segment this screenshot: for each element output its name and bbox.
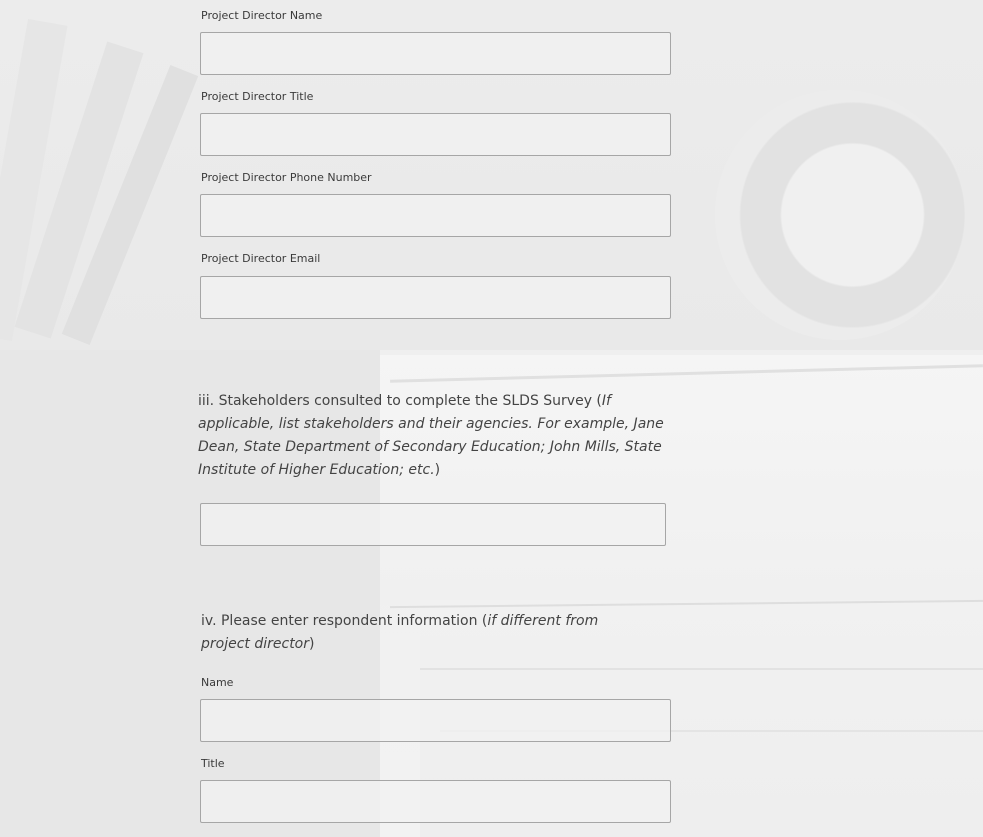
director-title-label: Project Director Title xyxy=(201,90,314,103)
director-title-input[interactable] xyxy=(200,113,671,156)
respondent-name-input[interactable] xyxy=(200,699,671,742)
respondent-title-label: Title xyxy=(201,757,225,770)
respondent-title-input[interactable] xyxy=(200,780,671,823)
question-iii-italic: If applicable, list stakeholders and their agencies. For example, Jane Dean, State Department of Secondary Education; John Mills, State Institute of Higher Education; etc. xyxy=(198,393,664,478)
question-iv-text xyxy=(201,610,651,656)
director-email-label: Project Director Email xyxy=(201,252,321,265)
director-phone-label: Project Director Phone Number xyxy=(201,171,372,184)
director-name-input[interactable] xyxy=(200,32,671,75)
question-iii-prefix: iii. Stakeholders consulted to complete the SLDS Survey ( xyxy=(198,393,602,409)
director-phone-input[interactable] xyxy=(200,194,671,237)
question-iv-suffix: ) xyxy=(309,636,315,652)
director-name-label: Project Director Name xyxy=(201,9,323,22)
question-iv-italic: if different from project director xyxy=(201,613,599,652)
question-iv-prefix: iv. Please enter respondent information ( xyxy=(201,613,488,629)
respondent-name-label: Name xyxy=(201,676,234,689)
director-email-input[interactable] xyxy=(200,276,671,319)
question-iii-text xyxy=(198,390,673,482)
question-iii-suffix: ) xyxy=(434,462,441,478)
stakeholders-input[interactable] xyxy=(200,503,666,546)
